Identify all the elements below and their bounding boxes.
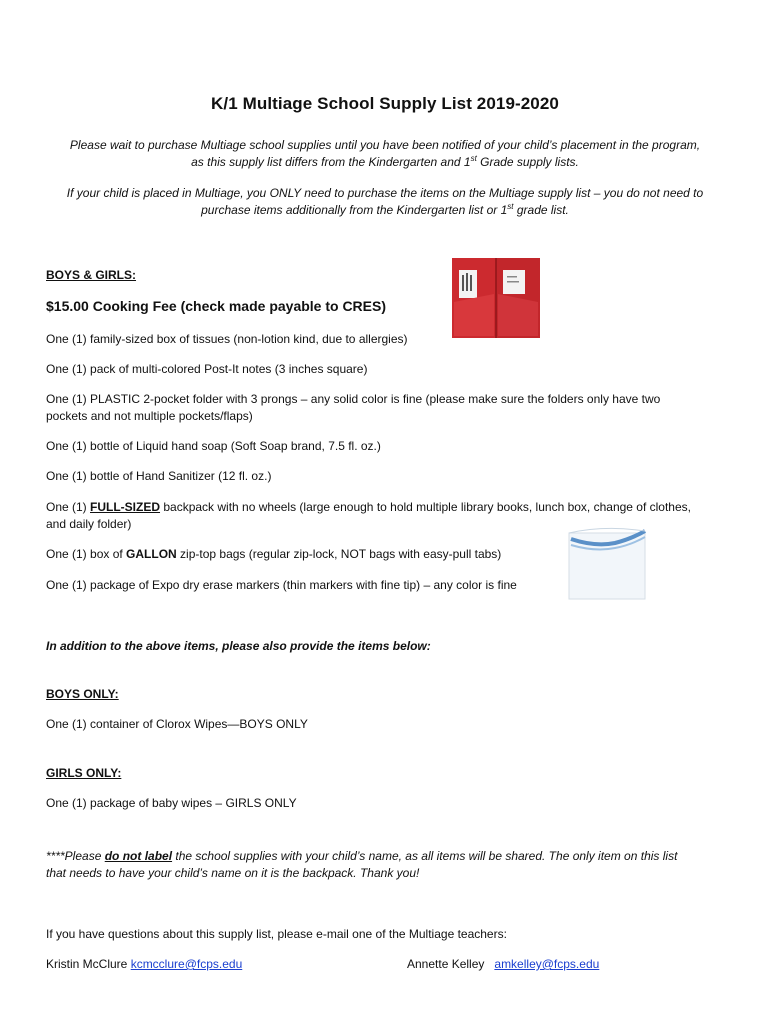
folder-image: [450, 256, 542, 340]
list-item: One (1) package of baby wipes – GIRLS ONLY: [46, 796, 297, 810]
list-item: One (1) box of GALLON zip-top bags (regular zip-lock, NOT bags with easy-pull tabs): [46, 547, 502, 561]
boys-girls-heading: BOYS & GIRLS:: [46, 268, 137, 282]
list-item: One (1) bottle of Liquid hand soap (Soft Soap brand, 7.5 fl. oz.): [46, 439, 381, 453]
girls-only-heading: GIRLS ONLY:: [46, 766, 122, 780]
contact-question: If you have questions about this supply list, please e-mail one of the Multiage teachers:: [46, 927, 507, 941]
boys-only-heading: BOYS ONLY:: [46, 687, 119, 701]
email-link-amkelley[interactable]: amkelley@fcps.edu: [494, 957, 600, 971]
email-link-kcmcclure[interactable]: kcmcclure@fcps.edu: [130, 957, 243, 971]
list-item: One (1) family-sized box of tissues (non-lotion kind, due to allergies): [46, 332, 408, 346]
teacher-contact-2: Annette Kelley amkelley@fcps.edu: [407, 957, 600, 971]
cooking-fee: $15.00 Cooking Fee (check made payable to CRES): [46, 298, 387, 314]
page-title: K/1 Multiage School Supply List 2019-2020: [211, 94, 559, 113]
list-item: One (1) container of Clorox Wipes—BOYS ONLY: [46, 717, 308, 731]
label-note: ****Please do not label the school supplies with your child’s name, as all items will be shared. The only item on this list that needs to have your child’s name on it is the backpack. Thank you!: [46, 849, 678, 880]
list-item: One (1) PLASTIC 2-pocket folder with 3 prongs – any solid color is fine (please make sure the folders only have two pockets and not multiple pockets/flaps): [46, 392, 661, 423]
intro-p1-line1: Please wait to purchase Multiage school supplies until you have been notified of your child’s placement in the program,: [69, 138, 701, 152]
intro-paragraph-1: [40, 137, 730, 171]
additional-items-note: In addition to the above items, please also provide the items below:: [46, 639, 431, 653]
intro-p2-line1: If your child is placed in Multiage, you ONLY need to purchase the items on the Multiage supply list – you do not need to: [66, 186, 704, 200]
teacher-contact-1: Kristin McClure kcmcclure@fcps.edu: [46, 957, 243, 971]
list-item: One (1) package of Expo dry erase markers (thin markers with fine tip) – any color is fine: [46, 578, 517, 592]
list-item: One (1) bottle of Hand Sanitizer (12 fl. oz.): [46, 469, 272, 483]
intro-p2-line2: purchase items additionally from the Kindergarten list or 1st grade list.: [201, 202, 569, 217]
list-item: One (1) pack of multi-colored Post-It notes (3 inches square): [46, 362, 368, 376]
intro-p1-line2: as this supply list differs from the Kindergarten and 1st Grade supply lists.: [191, 154, 579, 169]
intro-paragraph-2: [40, 185, 730, 219]
zip-bag-image: [565, 525, 649, 603]
list-item: One (1) FULL-SIZED backpack with no wheels (large enough to hold multiple library books, lunch box, change of clothes, and daily folder): [46, 500, 691, 531]
